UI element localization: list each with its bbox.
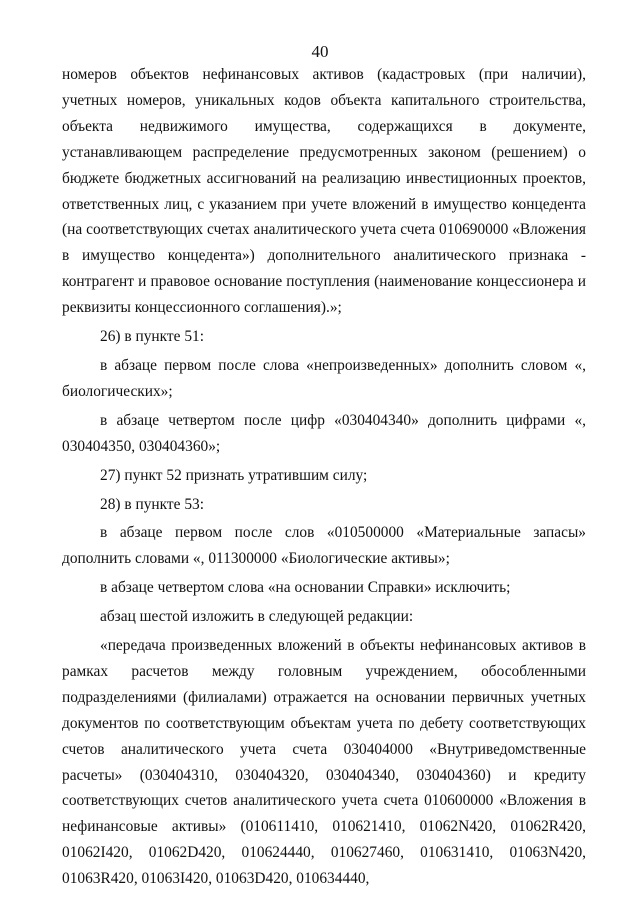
- paragraph-item-28: 28) в пункте 53:: [100, 495, 204, 513]
- paragraph-amendment: абзац шестой изложить в следующей редакции:: [100, 608, 414, 626]
- page-number: 40: [311, 42, 329, 61]
- paragraph-amendment: в абзаце четвертом слова «на основании Справки» исключить;: [100, 579, 511, 597]
- paragraph-amendment: в абзаце четвертом после цифр «030404340» дополнить цифрами «, 030404350, 030404360»;: [62, 411, 586, 455]
- paragraph-item-27: 27) пункт 52 признать утратившим силу;: [100, 466, 368, 484]
- paragraph-amendment: в абзаце первом после слова «непроизведенных» дополнить словом «, биологических»;: [62, 356, 586, 400]
- paragraph-item-26: 26) в пункте 51:: [100, 328, 204, 346]
- document-body: [62, 62, 586, 892]
- paragraph-amendment: в абзаце первом после слов «010500000 «Материальные запасы» дополнить словами «, 011300000 «Биологические активы»;: [62, 524, 586, 568]
- paragraph-continuation: номеров объектов нефинансовых активов (кадастровых (при наличии), учетных номеров, уникальных кодов объекта капитального строительства, объекта недвижимого имущества, содержащихся в документе, устанавливающем распределение предусмотренных законом (решением) о бюджете бюджетных ассигнований на реализацию инвестиционных проектов, ответственных лиц, с указанием при учете вложений в имущество концедента (на соответствующих счетах аналитического учета счета 010690000 «Вложения в имущество концедента») дополнительного аналитического признака - контрагент и правовое основание поступления (наименование концессионера и реквизиты концессионного соглашения).»;: [62, 66, 586, 317]
- paragraph-new-wording: «передача произведенных вложений в объекты нефинансовых активов в рамках расчетов между головным учреждением, обособленными подразделениями (филиалами) отражается на основании первичных учетных документов по соответствующим объектам учета по дебету соответствующих счетов аналитического учета счета 030404000 «Внутриведомственные расчеты» (030404310, 030404320, 030404340, 030404360) и кредиту соответствующих счетов аналитического учета счета 010600000 «Вложения в нефинансовые активы» (010611410, 010621410, 01062N420, 01062R420, 01062I420, 01062D420, 010624440, 010627460, 010631410, 01063N420, 01063R420, 01063I420, 01063D420, 010634440,: [62, 637, 586, 888]
